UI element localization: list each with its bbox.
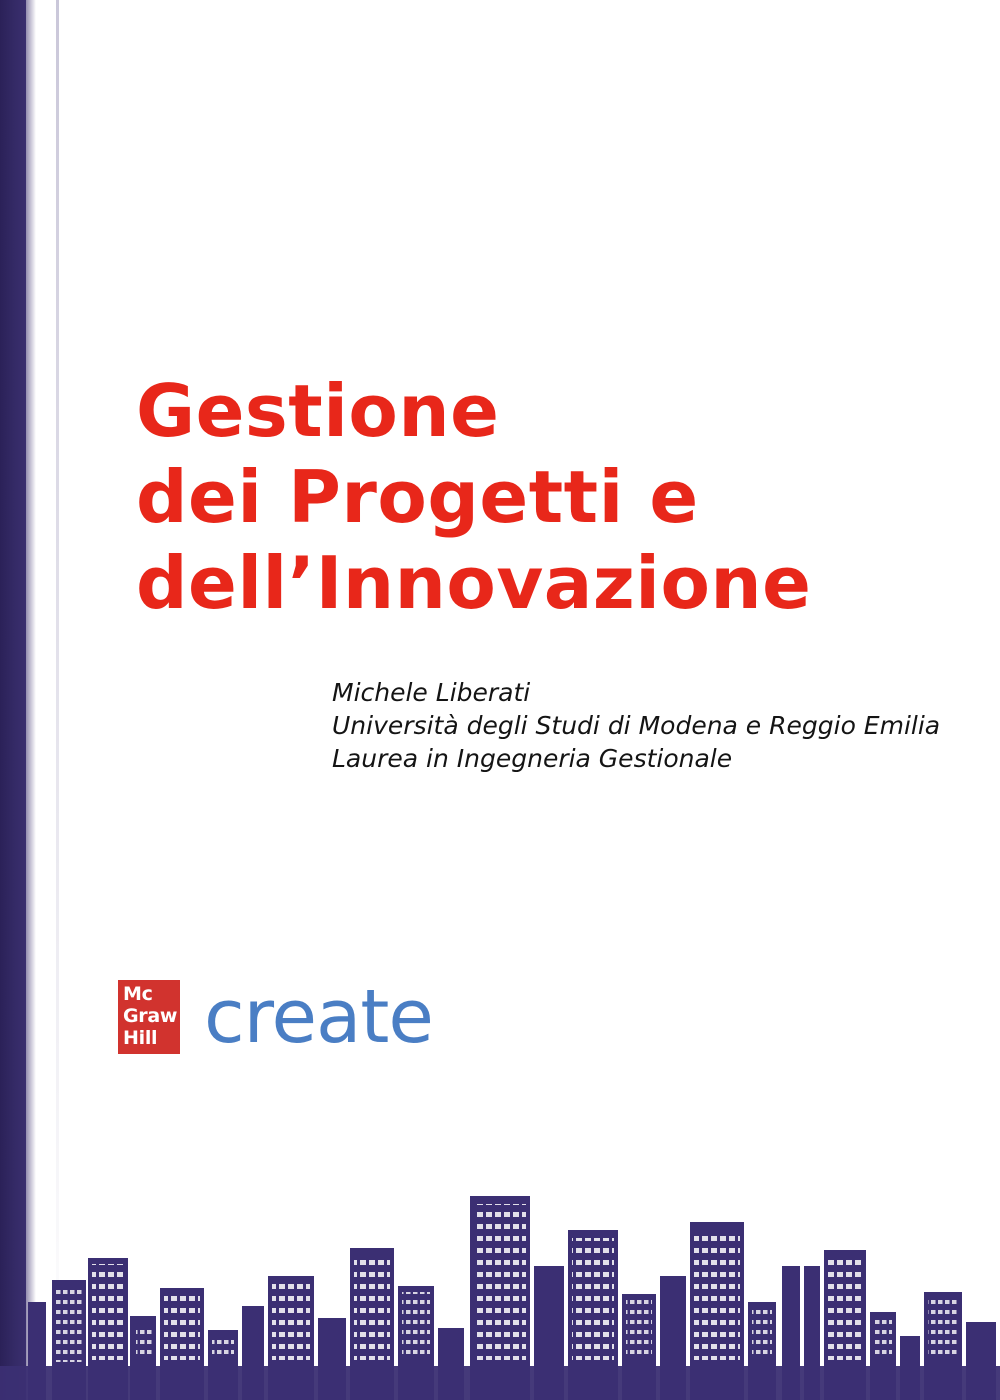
logo-line-3: Hill [123, 1027, 158, 1049]
logo-line-2: Graw [123, 1005, 178, 1027]
author-name: Michele Liberati [332, 678, 531, 707]
author-block [332, 676, 992, 775]
title-line-1: Gestione [136, 369, 500, 453]
page-title [136, 368, 936, 626]
publisher-logo [118, 974, 433, 1060]
create-wordmark: create [204, 974, 433, 1060]
author-institution: Università degli Studi di Modena e Reggio Emilia [332, 711, 941, 740]
author-program: Laurea in Ingegneria Gestionale [332, 744, 733, 773]
logo-line-1: Mc [123, 983, 153, 1005]
title-line-3: dell’Innovazione [136, 541, 812, 625]
title-line-2: dei Progetti e [136, 455, 699, 539]
city-skyline-illustration [0, 1080, 1000, 1400]
mcgraw-hill-logo-icon [118, 980, 180, 1054]
